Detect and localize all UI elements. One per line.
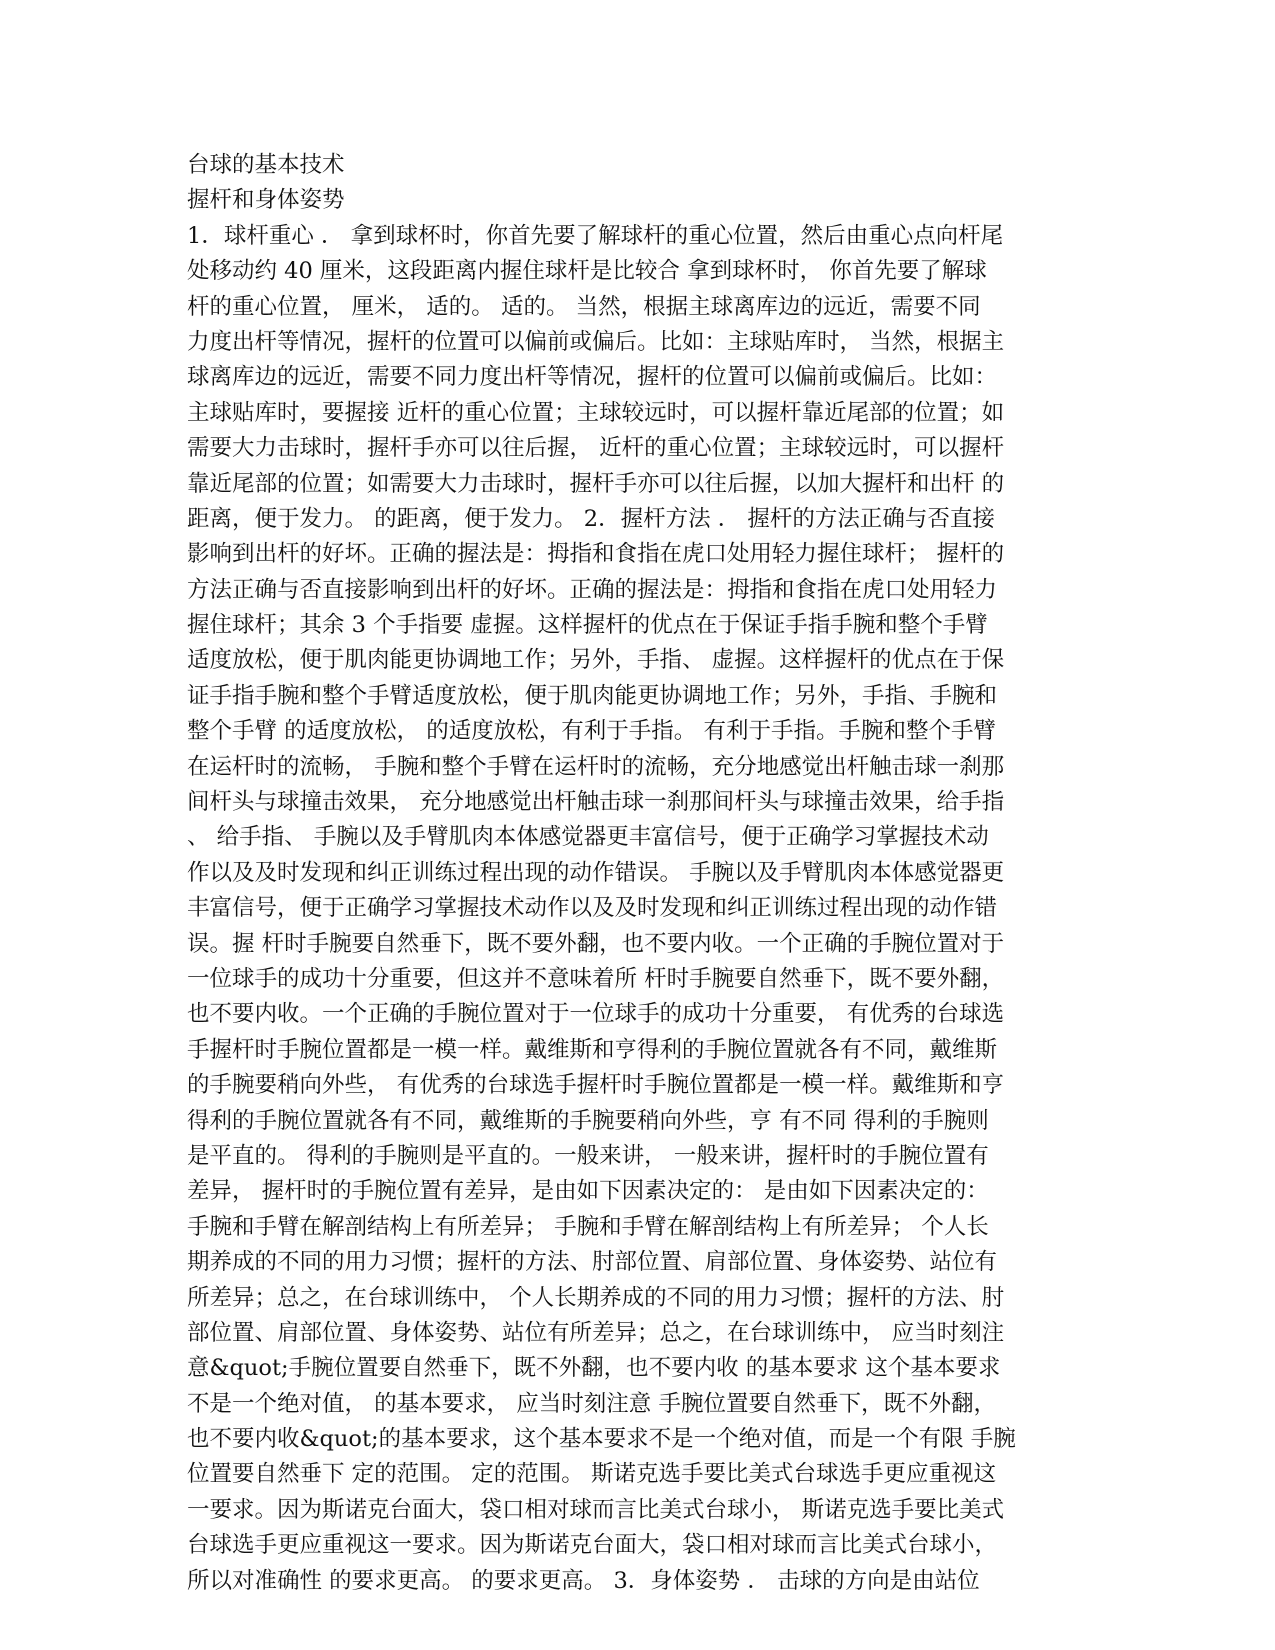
body-line: 意&quot;手腕位置要自然垂下，既不外翻，也不要内收 的基本要求 这个基本要求 (187, 1355, 1001, 1382)
body-line: 间杆头与球撞击效果， 充分地感觉出杆触击球一刹那间杆头与球撞击效果，给手指 (187, 789, 1005, 816)
body-line: 处移动约 40 厘米，这段距离内握住球杆是比较合 拿到球杯时， 你首先要了解球 (187, 258, 987, 285)
body-line: 、 给手指、 手腕以及手臂肌肉本体感觉器更丰富信号，便于正确学习掌握技术动 (187, 824, 989, 851)
body-line: 是平直的。 得利的手腕则是平直的。一般来讲， 一般来讲，握杆时的手腕位置有 (187, 1142, 989, 1169)
body-line: 在运杆时的流畅， 手腕和整个手臂在运杆时的流畅，充分地感觉出杆触击球一刹那 (187, 753, 1005, 780)
body-line: 握住球杆；其余 3 个手指要 虚握。这样握杆的优点在于保证手指手腕和整个手臂 (187, 612, 988, 639)
body-line: 期养成的不同的用力习惯；握杆的方法、肘部位置、肩部位置、身体姿势、站位有 (187, 1249, 998, 1276)
body-line: 得利的手腕位置就各有不同，戴维斯的手腕要稍向外些，亨 有不同 得利的手腕则 (187, 1107, 989, 1134)
body-line: 差异， 握杆时的手腕位置有差异，是由如下因素决定的： 是由如下因素决定的： (187, 1178, 989, 1205)
body-line: 不是一个绝对值， 的基本要求， 应当时刻注意 手腕位置要自然垂下，既不外翻， (187, 1390, 996, 1417)
body-line: 一位球手的成功十分重要，但这并不意味着所 杆时手腕要自然垂下，既不要外翻， (187, 965, 1005, 992)
body-line: 也不要内收。一个正确的手腕位置对于一位球手的成功十分重要， 有优秀的台球选 (187, 1001, 1005, 1028)
body-line: 球离库边的远近，需要不同力度出杆等情况，握杆的位置可以偏前或偏后。比如： (187, 364, 998, 391)
body-line: 影响到出杆的好坏。正确的握法是：拇指和食指在虎口处用轻力握住球杆； 握杆的 (187, 541, 1005, 568)
body-line: 1．球杆重心 ． 拿到球杯时，你首先要了解球杆的重心位置，然后由重心点向杆尾 (187, 222, 1004, 249)
body-line: 证手指手腕和整个手臂适度放松，便于肌肉能更协调地工作；另外，手指、手腕和 (187, 682, 998, 709)
body-line: 距离，便于发力。 的距离，便于发力。 2．握杆方法 ． 握杆的方法正确与否直接 (187, 505, 995, 532)
document-body (187, 148, 1087, 1599)
body-line: 靠近尾部的位置；如需要大力击球时，握杆手亦可以往后握，以加大握杆和出杆 的 (187, 470, 1005, 497)
body-line: 需要大力击球时，握杆手亦可以往后握， 近杆的重心位置；主球较远时，可以握杆 (187, 435, 1005, 462)
body-line: 的手腕要稍向外些， 有优秀的台球选手握杆时手腕位置都是一模一样。戴维斯和亨 (187, 1072, 1005, 1099)
body-line: 适度放松，便于肌肉能更协调地工作；另外，手指、 虚握。这样握杆的优点在于保 (187, 647, 1005, 674)
body-line: 所差异；总之，在台球训练中， 个人长期养成的不同的用力习惯；握杆的方法、肘 (187, 1284, 1005, 1311)
body-line: 位置要自然垂下 定的范围。 定的范围。 斯诺克选手要比美式台球选手更应重视这 (187, 1461, 996, 1488)
body-line: 一要求。因为斯诺克台面大，袋口相对球而言比美式台球小， 斯诺克选手要比美式 (187, 1496, 1005, 1523)
body-line: 丰富信号，便于正确学习掌握技术动作以及及时发现和纠正训练过程出现的动作错 (187, 895, 998, 922)
body-line: 整个手臂 的适度放松， 的适度放松，有利于手指。 有利于手指。手腕和整个手臂 (187, 718, 996, 745)
body-line: 也不要内收&quot;的基本要求，这个基本要求不是一个绝对值，而是一个有限 手腕 (187, 1426, 1016, 1453)
body-line: 主球贴库时，要握接 近杆的重心位置；主球较远时，可以握杆靠近尾部的位置；如 (187, 399, 1005, 426)
body-line: 杆的重心位置， 厘米， 适的。 适的。 当然，根据主球离库边的远近，需要不同 (187, 293, 981, 320)
body-line: 作以及及时发现和纠正训练过程出现的动作错误。 手腕以及手臂肌肉本体感觉器更 (187, 859, 1005, 886)
document-title: 台球的基本技术 (187, 152, 345, 178)
body-line: 误。握 杆时手腕要自然垂下，既不要外翻，也不要内收。一个正确的手腕位置对于 (187, 930, 1005, 957)
body-line: 手握杆时手腕位置都是一模一样。戴维斯和亨得利的手腕位置就各有不同，戴维斯 (187, 1036, 998, 1063)
body-line: 部位置、肩部位置、身体姿势、站位有所差异；总之，在台球训练中， 应当时刻注 (187, 1319, 1005, 1346)
body-line: 所以对准确性 的要求更高。 的要求更高。 3．身体姿势 ． 击球的方向是由站位 (187, 1567, 980, 1594)
body-line: 方法正确与否直接影响到出杆的好坏。正确的握法是：拇指和食指在虎口处用轻力 (187, 576, 998, 603)
section-heading: 握杆和身体姿势 (187, 187, 345, 214)
body-line: 手腕和手臂在解剖结构上有所差异； 手腕和手臂在解剖结构上有所差异； 个人长 (187, 1213, 989, 1240)
body-line: 台球选手更应重视这一要求。因为斯诺克台面大，袋口相对球而言比美式台球小， (187, 1532, 998, 1559)
body-line: 力度出杆等情况，握杆的位置可以偏前或偏后。比如：主球贴库时， 当然，根据主 (187, 328, 1005, 355)
